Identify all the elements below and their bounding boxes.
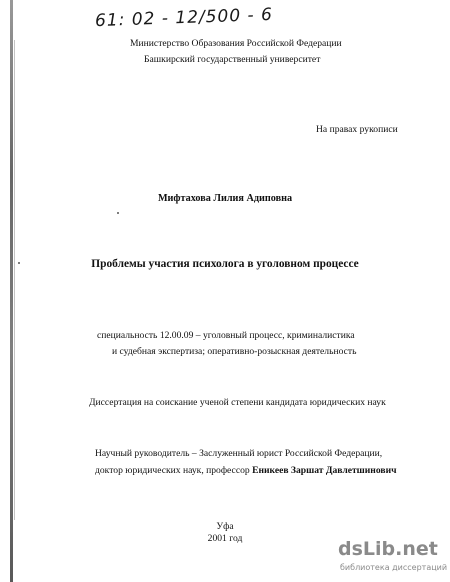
dissertation-title: Проблемы участия психолога в уголовном процессе bbox=[91, 258, 359, 270]
university-line: Башкирский государственный университет bbox=[144, 54, 321, 65]
supervisor-degree: доктор юридических наук, профессор bbox=[95, 465, 253, 476]
watermark-brand: dsLib.net bbox=[338, 538, 438, 560]
rights-note: На правах рукописи bbox=[316, 124, 398, 135]
ministry-line: Министерство Образования Российской Федерации bbox=[130, 38, 342, 49]
scan-binding-shadow bbox=[14, 40, 15, 520]
author-name: Мифтахова Лилия Адиповна bbox=[157, 193, 293, 204]
supervisor-name: Еникеев Заршат Давлетшинович bbox=[252, 465, 397, 476]
specialty-line-1: специальность 12.00.09 – уголовный процесс, криминалистика bbox=[97, 330, 355, 341]
supervisor-line-2 bbox=[95, 465, 397, 477]
degree-line: Диссертация на соискание ученой степени кандидата юридических наук bbox=[89, 397, 386, 408]
specialty-line-2: и судебная экспертиза; оперативно-розыскная деятельность bbox=[112, 346, 357, 357]
scan-speck bbox=[117, 212, 119, 214]
year-line: 2001 год bbox=[207, 533, 243, 544]
supervisor-line-1: Научный руководитель – Заслуженный юрист Российской Федерации, bbox=[95, 448, 383, 459]
watermark-tagline: библиотека диссертаций bbox=[340, 563, 448, 572]
scan-binding-edge bbox=[10, 0, 13, 582]
dslib-watermark-logo bbox=[338, 538, 446, 578]
handwritten-archive-number: 61: 02 - 12/500 - 6 bbox=[94, 4, 274, 32]
city-line: Уфа bbox=[216, 521, 234, 532]
